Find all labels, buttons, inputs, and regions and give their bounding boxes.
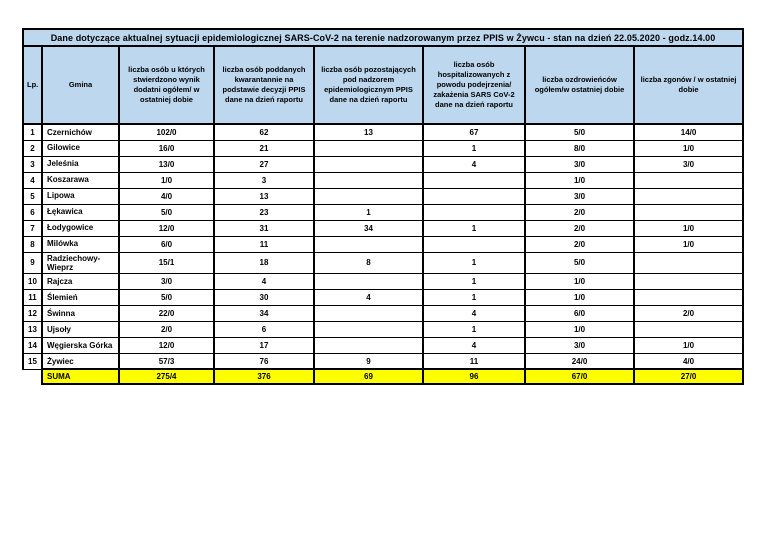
value-cell [634, 321, 743, 337]
value-cell: 27 [214, 156, 314, 172]
value-cell: 2/0 [119, 321, 214, 337]
value-cell: 4 [423, 305, 525, 321]
table-row [23, 289, 743, 305]
table-row [23, 273, 743, 289]
sum-label-cell: SUMA [42, 369, 119, 384]
value-cell: 34 [214, 305, 314, 321]
value-cell [634, 252, 743, 273]
value-cell: 5/0 [119, 204, 214, 220]
value-cell: 18 [214, 252, 314, 273]
value-cell: 5/0 [119, 289, 214, 305]
table-row [23, 188, 743, 204]
value-cell: 6/0 [525, 305, 634, 321]
gmina-cell: Łękawica [42, 204, 119, 220]
header-row [23, 46, 743, 124]
value-cell: 1 [423, 321, 525, 337]
value-cell: 12/0 [119, 337, 214, 353]
lp-cell: 3 [23, 156, 42, 172]
value-cell [634, 172, 743, 188]
value-cell [634, 273, 743, 289]
value-cell: 9 [314, 353, 423, 369]
value-cell: 1/0 [525, 321, 634, 337]
lp-cell: 11 [23, 289, 42, 305]
value-cell: 8 [314, 252, 423, 273]
gmina-cell: Jeleśnia [42, 156, 119, 172]
value-cell: 2/0 [525, 236, 634, 252]
lp-cell: 13 [23, 321, 42, 337]
value-cell: 4/0 [634, 353, 743, 369]
value-cell: 67 [423, 124, 525, 140]
value-cell: 3/0 [525, 188, 634, 204]
value-cell: 57/3 [119, 353, 214, 369]
gmina-cell: Koszarawa [42, 172, 119, 188]
column-header-deaths: liczba zgonów / w ostatniej dobie [634, 46, 743, 124]
lp-cell: 7 [23, 220, 42, 236]
value-cell: 1/0 [525, 172, 634, 188]
value-cell [423, 172, 525, 188]
value-cell: 1 [314, 204, 423, 220]
gmina-cell: Świnna [42, 305, 119, 321]
value-cell: 76 [214, 353, 314, 369]
sum-value-cell: 67/0 [525, 369, 634, 384]
gmina-cell: Ujsoły [42, 321, 119, 337]
gmina-cell: Łodygowice [42, 220, 119, 236]
lp-cell: 6 [23, 204, 42, 220]
sum-value-cell: 376 [214, 369, 314, 384]
lp-cell: 15 [23, 353, 42, 369]
value-cell: 1 [423, 289, 525, 305]
value-cell: 13 [214, 188, 314, 204]
epidemic-table [22, 28, 744, 385]
value-cell: 12/0 [119, 220, 214, 236]
value-cell [314, 337, 423, 353]
table-body [23, 124, 743, 369]
value-cell: 3/0 [119, 273, 214, 289]
table-row [23, 140, 743, 156]
value-cell [634, 289, 743, 305]
value-cell: 8/0 [525, 140, 634, 156]
column-header-recovered: liczba ozdrowieńców ogółem/w ostatniej dobie [525, 46, 634, 124]
value-cell: 16/0 [119, 140, 214, 156]
table-row [23, 220, 743, 236]
value-cell: 22/0 [119, 305, 214, 321]
value-cell: 1/0 [634, 337, 743, 353]
value-cell: 23 [214, 204, 314, 220]
value-cell: 1 [423, 220, 525, 236]
table-row [23, 204, 743, 220]
value-cell: 30 [214, 289, 314, 305]
value-cell: 2/0 [525, 220, 634, 236]
value-cell: 2/0 [525, 204, 634, 220]
value-cell: 1/0 [119, 172, 214, 188]
value-cell: 1/0 [525, 273, 634, 289]
value-cell: 4 [423, 156, 525, 172]
lp-cell: 12 [23, 305, 42, 321]
title-row [23, 29, 743, 46]
table-title: Dane dotyczące aktualnej sytuacji epidemiologicznej SARS-CoV-2 na terenie nadzorowanym przez PPIS w Żywcu - stan na dzień 22.05.2020 - godz.14.00 [23, 29, 743, 46]
value-cell: 21 [214, 140, 314, 156]
value-cell: 4/0 [119, 188, 214, 204]
gmina-cell: Żywiec [42, 353, 119, 369]
value-cell: 3/0 [525, 156, 634, 172]
value-cell: 102/0 [119, 124, 214, 140]
value-cell: 4 [423, 337, 525, 353]
table-row [23, 172, 743, 188]
gmina-cell: Radziechowy-Wieprz [42, 252, 119, 273]
table-row [23, 124, 743, 140]
value-cell: 3 [214, 172, 314, 188]
value-cell: 31 [214, 220, 314, 236]
value-cell: 62 [214, 124, 314, 140]
sum-row [23, 369, 743, 384]
gmina-cell: Milówka [42, 236, 119, 252]
value-cell: 5/0 [525, 252, 634, 273]
value-cell: 4 [214, 273, 314, 289]
lp-cell: 10 [23, 273, 42, 289]
table-row [23, 252, 743, 273]
lp-cell: 1 [23, 124, 42, 140]
value-cell: 14/0 [634, 124, 743, 140]
gmina-cell: Węgierska Górka [42, 337, 119, 353]
value-cell: 2/0 [634, 305, 743, 321]
table-row [23, 321, 743, 337]
lp-cell: 2 [23, 140, 42, 156]
value-cell [314, 321, 423, 337]
value-cell: 1/0 [525, 289, 634, 305]
lp-cell: 8 [23, 236, 42, 252]
value-cell [423, 236, 525, 252]
value-cell: 13/0 [119, 156, 214, 172]
column-header-surveillance: liczba osób pozostających pod nadzorem epidemiologicznym PPIS dane na dzień raportu [314, 46, 423, 124]
value-cell: 3/0 [525, 337, 634, 353]
value-cell: 5/0 [525, 124, 634, 140]
value-cell: 13 [314, 124, 423, 140]
sum-value-cell: 96 [423, 369, 525, 384]
gmina-cell: Lipowa [42, 188, 119, 204]
value-cell: 24/0 [525, 353, 634, 369]
value-cell [314, 273, 423, 289]
value-cell: 1 [423, 252, 525, 273]
value-cell: 6/0 [119, 236, 214, 252]
table-row [23, 305, 743, 321]
value-cell: 1 [423, 273, 525, 289]
value-cell: 11 [214, 236, 314, 252]
column-header-positive: liczba osób u których stwierdzono wynik dodatni ogółem/ w ostatniej dobie [119, 46, 214, 124]
table-row [23, 156, 743, 172]
table-row [23, 353, 743, 369]
value-cell: 1/0 [634, 140, 743, 156]
value-cell: 34 [314, 220, 423, 236]
value-cell [314, 305, 423, 321]
gmina-cell: Gilowice [42, 140, 119, 156]
value-cell [314, 156, 423, 172]
column-header-quarantine: liczba osób poddanych kwarantannie na podstawie decyzji PPIS dane na dzień raportu [214, 46, 314, 124]
value-cell: 17 [214, 337, 314, 353]
value-cell [314, 140, 423, 156]
value-cell [423, 204, 525, 220]
value-cell: 4 [314, 289, 423, 305]
value-cell: 3/0 [634, 156, 743, 172]
value-cell: 1 [423, 140, 525, 156]
sum-empty-cell [23, 369, 42, 384]
lp-cell: 14 [23, 337, 42, 353]
gmina-cell: Ślemień [42, 289, 119, 305]
value-cell: 15/1 [119, 252, 214, 273]
gmina-cell: Rajcza [42, 273, 119, 289]
value-cell [314, 236, 423, 252]
value-cell: 1/0 [634, 220, 743, 236]
sum-value-cell: 275/4 [119, 369, 214, 384]
sum-value-cell: 69 [314, 369, 423, 384]
sum-value-cell: 27/0 [634, 369, 743, 384]
value-cell: 11 [423, 353, 525, 369]
column-header-hospitalized: liczba osób hospitalizowanych z powodu podejrzenia/ zakażenia SARS CoV-2 dane na dzień raportu [423, 46, 525, 124]
lp-cell: 5 [23, 188, 42, 204]
table-row [23, 337, 743, 353]
value-cell [314, 172, 423, 188]
lp-cell: 4 [23, 172, 42, 188]
column-header-gmina: Gmina [42, 46, 119, 124]
value-cell [634, 188, 743, 204]
lp-cell: 9 [23, 252, 42, 273]
table-row [23, 236, 743, 252]
gmina-cell: Czernichów [42, 124, 119, 140]
value-cell: 6 [214, 321, 314, 337]
value-cell [634, 204, 743, 220]
column-header-lp: Lp. [23, 46, 42, 124]
value-cell [314, 188, 423, 204]
value-cell: 1/0 [634, 236, 743, 252]
value-cell [423, 188, 525, 204]
